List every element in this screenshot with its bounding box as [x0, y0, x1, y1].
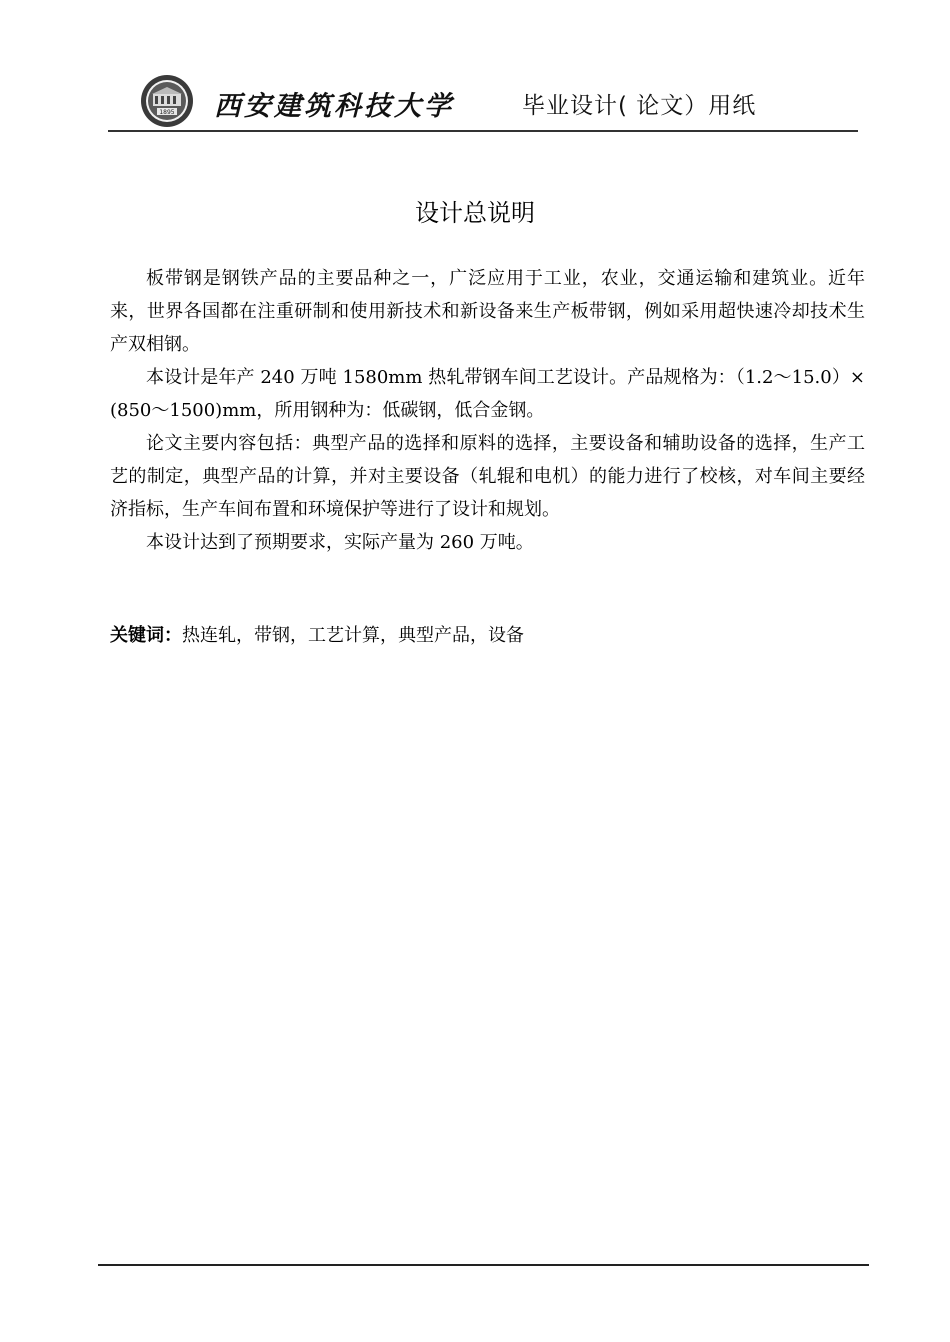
- paragraph-4: 本设计达到了预期要求，实际产量为 260 万吨。: [146, 532, 534, 553]
- header-divider: [108, 130, 858, 132]
- paragraph-3: 论文主要内容包括：典型产品的选择和原料的选择，主要设备和辅助设备的选择，生产工艺的制定，典型产品的计算，并对主要设备（轧辊和电机）的能力进行了校核，对车间主要经济指标，生产车间布置和环境保护等进行了设计和规划。: [110, 433, 865, 520]
- university-name: 西安建筑科技大学: [214, 91, 454, 122]
- page-title: 设计总说明: [415, 199, 535, 227]
- paper-label: 毕业设计( 论文）用纸: [522, 93, 757, 119]
- keywords-line: [110, 622, 524, 650]
- keywords-label: 关键词：: [110, 625, 182, 646]
- university-seal-icon: [140, 74, 194, 128]
- page-header: [110, 70, 857, 130]
- seal-year: 1895: [159, 109, 175, 116]
- paragraph-2: 本设计是年产 240 万吨 1580mm 热轧带钢车间工艺设计。产品规格为：（1.2～15.0）× (850～1500)mm，所用钢种为：低碳钢，低合金钢。: [110, 367, 865, 421]
- summary-body: [110, 262, 865, 559]
- keywords-text: 热连轧，带钢，工艺计算，典型产品，设备: [182, 625, 524, 646]
- paragraph-1: 板带钢是钢铁产品的主要品种之一，广泛应用于工业，农业，交通运输和建筑业。近年来，世界各国都在注重研制和使用新技术和新设备来生产板带钢，例如采用超快速冷却技术生产双相钢。: [110, 268, 865, 355]
- footer-divider: [98, 1264, 869, 1266]
